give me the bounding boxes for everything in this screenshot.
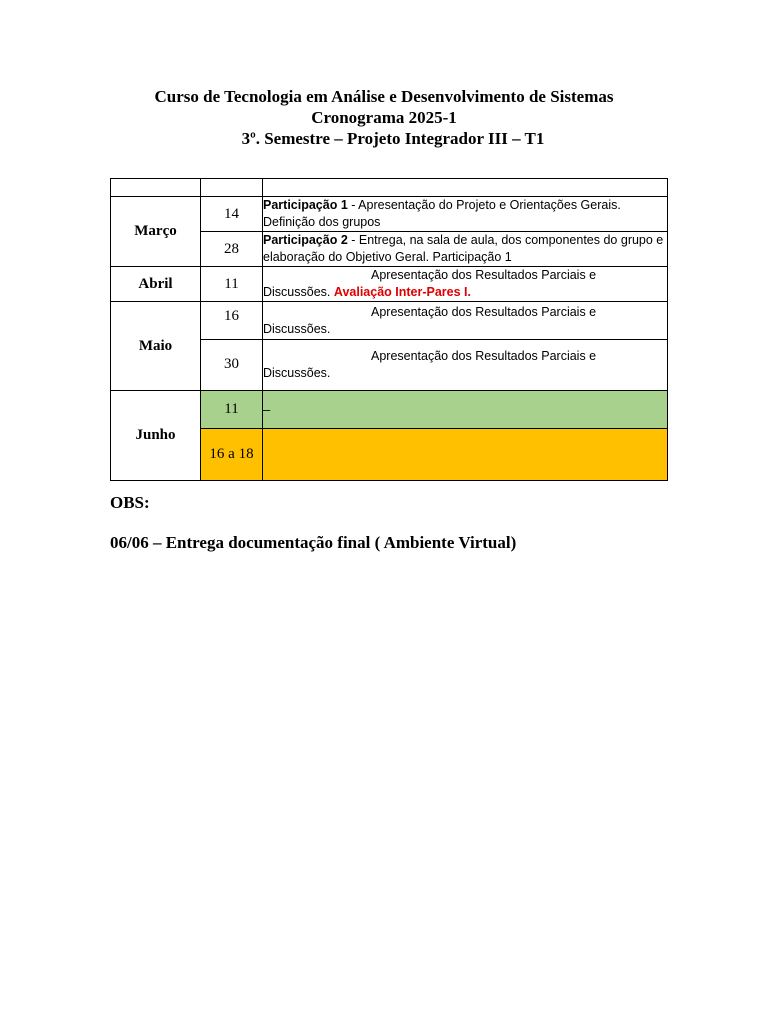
day-cell: 16 a 18	[201, 429, 263, 481]
activity-text: - Entrega, na sala de aula, dos componentes do grupo e elaboração do Objetivo Geral. Participação 1	[263, 233, 664, 264]
activity-cell	[263, 340, 668, 391]
activity-cell: –	[263, 391, 668, 429]
activity-cell	[263, 267, 668, 302]
activity-text: - Apresentação do Projeto e Orientações Gerais. Definição dos grupos	[263, 198, 621, 229]
obs-note: 06/06 – Entrega documentação final ( Ambiente Virtual)	[110, 533, 517, 552]
header-cell-month	[111, 179, 201, 197]
activity-line-1: Apresentação dos Resultados Parciais e	[371, 304, 597, 319]
evaluation-highlight: Avaliação Inter-Pares I.	[333, 285, 471, 299]
day-cell: 11	[201, 391, 263, 429]
table-header-row	[111, 179, 668, 197]
table-row	[111, 302, 668, 340]
day-cell: 30	[201, 340, 263, 391]
day-cell: 28	[201, 232, 263, 267]
table-row	[111, 267, 668, 302]
activity-cell	[263, 302, 668, 340]
month-cell-abril: Abril	[111, 267, 201, 302]
activity-line-1: Apresentação dos Resultados Parciais e	[371, 349, 597, 363]
document-header	[0, 86, 768, 149]
header-cell-activity	[263, 179, 668, 197]
activity-bold-label: Participação 2	[263, 233, 348, 247]
semester-title: 3º. Semestre – Projeto Integrador III – T1	[241, 129, 545, 148]
activity-line-2	[263, 284, 667, 301]
day-cell: 11	[201, 267, 263, 302]
course-title: Curso de Tecnologia em Análise e Desenvolvimento de Sistemas	[154, 87, 614, 106]
activity-line-2: Discussões.	[263, 321, 331, 336]
schedule-title: Cronograma 2025-1	[311, 108, 457, 127]
table-row	[111, 197, 668, 232]
activity-cell	[263, 232, 668, 267]
month-cell-junho: Junho	[111, 391, 201, 481]
schedule-table	[110, 178, 668, 481]
day-cell: 14	[201, 197, 263, 232]
activity-cell	[263, 429, 668, 481]
activity-bold-label: Participação 1	[263, 198, 348, 212]
activity-line-2: Discussões.	[263, 366, 331, 380]
table-row	[111, 391, 668, 429]
header-cell-day	[201, 179, 263, 197]
month-cell-maio: Maio	[111, 302, 201, 391]
month-cell-marco: Março	[111, 197, 201, 267]
activity-text: Discussões.	[263, 285, 331, 299]
activity-line-1: Apresentação dos Resultados Parciais e	[371, 268, 597, 282]
obs-label: OBS:	[110, 493, 150, 512]
activity-cell	[263, 197, 668, 232]
day-cell: 16	[201, 302, 263, 340]
